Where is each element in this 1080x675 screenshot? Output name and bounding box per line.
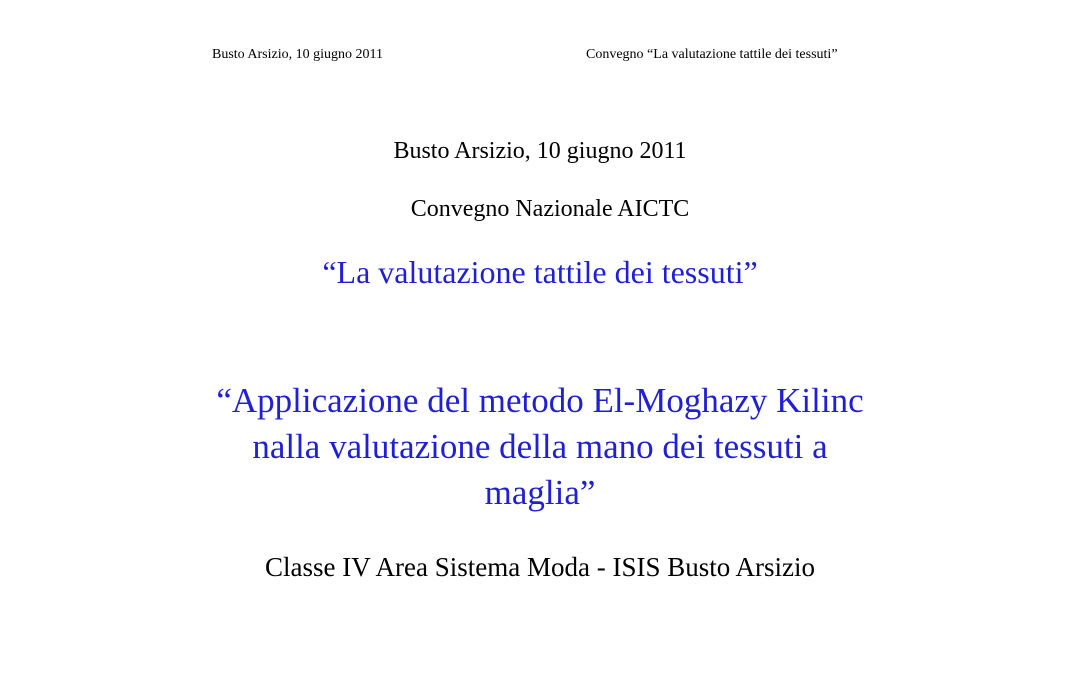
event-date: Busto Arsizio, 10 giugno 2011: [393, 138, 687, 164]
title-line: nalla valutazione della mano dei tessuti a: [252, 427, 828, 466]
title-line: maglia”: [484, 473, 596, 512]
presentation-title: [120, 378, 960, 516]
event-name: Convegno Nazionale AICTC: [410, 196, 690, 222]
header-date: Busto Arsizio, 10 giugno 2011: [212, 47, 383, 62]
title-line: “Applicazione del metodo El-Moghazy Kilinc: [216, 381, 864, 420]
conference-theme: “La valutazione tattile dei tessuti”: [322, 254, 758, 290]
presenter-class: Classe IV Area Sistema Moda - ISIS Busto Arsizio: [265, 552, 815, 582]
header-conference-title: Convegno “La valutazione tattile dei tessuti”: [586, 47, 838, 62]
